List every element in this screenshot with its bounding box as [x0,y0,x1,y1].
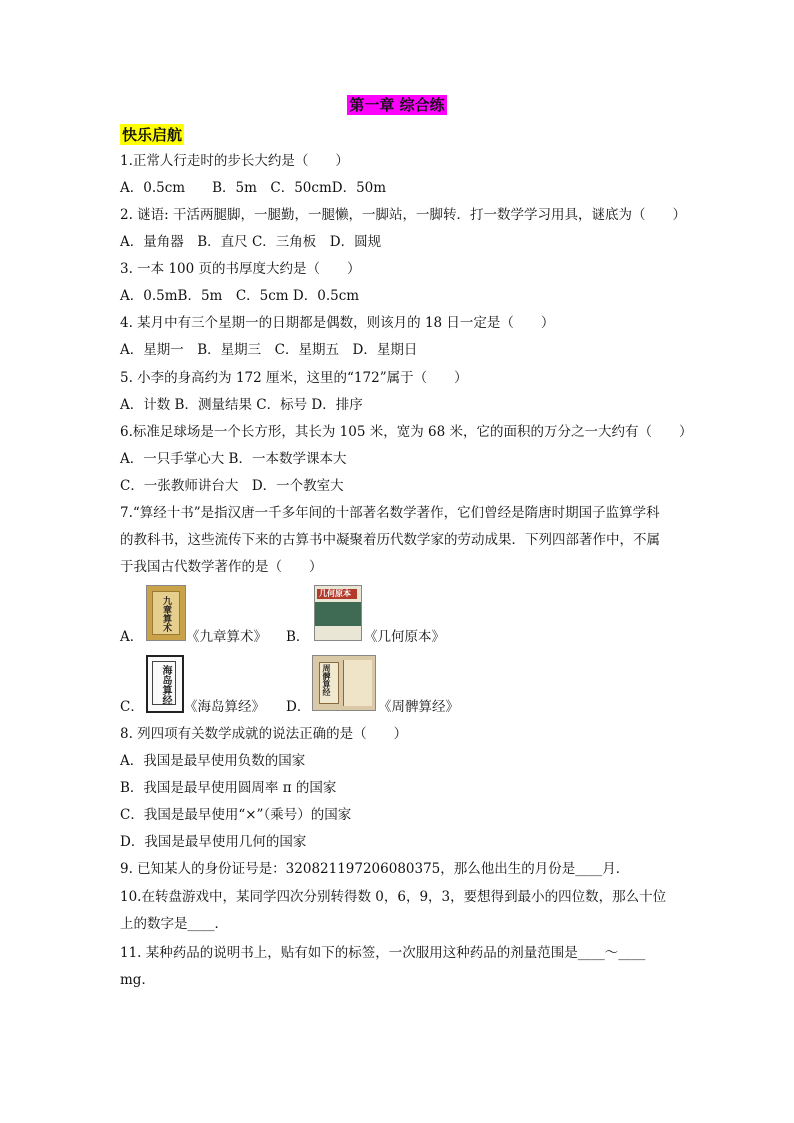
question-8-option-c: C．我国是最早使用“×”（乘号）的国家 [120,807,352,823]
q7-option-c-letter: C． [120,699,144,715]
question-5-options: A．计数 B．测量结果 C．标号 D．排序 [120,397,363,413]
question-10-line2: 上的数字是____． [120,916,228,932]
q7-option-c-text: 《海岛算经》 [184,699,265,715]
zhoubi-cover-text: 周髀算经 [322,664,332,696]
question-4: 4. 某月中有三个星期一的日期都是偶数，则该月的 18 日一定是（ ） [120,315,555,331]
jiuzhang-book-cover-image [146,585,186,641]
q7-option-d-letter: D． [286,699,311,715]
question-6-options-ab: A．一只手掌心大 B．一本数学课本大 [120,451,347,467]
question-1-options: A．0.5cm B．5m C．50cmD．50m [120,180,387,196]
q7-option-b-letter: B． [286,629,310,645]
question-6: 6.标准足球场是一个长方形，其长为 105 米，宽为 68 米，它的面积的万分之一大约有（ ） [120,424,693,440]
question-11-line2: mg． [120,972,155,988]
question-1: 1.正常人行走时的步长大约是（ ） [120,153,349,169]
question-9: 9. 已知某人的身份证号是：320821197206080375，那么他出生的月份是____月． [120,861,630,877]
q7-option-a-letter: A． [120,629,144,645]
jihe-book-cover-image [314,585,362,641]
question-4-options: A．星期一 B．星期三 C．星期五 D．星期日 [120,342,418,358]
jihe-cover-text: 几何原本 [319,588,351,598]
zhoubi-book-cover-image [312,655,376,711]
question-7-line3: 于我国古代数学著作的是（ ） [120,559,323,575]
question-2-options: A．量角器 B．直尺 C．三角板 D．圆规 [120,234,382,250]
question-5: 5. 小李的身高约为 172 厘米，这里的“172”属于（ ） [120,370,468,386]
question-6-options-cd: C．一张教师讲台大 D．一个教室大 [120,478,344,494]
section-heading: 快乐启航 [122,126,183,144]
q7-option-a-text: 《九章算术》 [186,629,267,645]
question-7-line2: 的教科书，这些流传下来的古算书中凝聚着历代数学家的劳动成果．下列四部著作中，不属 [120,532,660,548]
haidao-book-cover-image [146,655,184,713]
q7-option-d-text: 《周髀算经》 [378,699,459,715]
q7-option-b-text: 《几何原本》 [364,629,445,645]
question-11-line1: 11. 某种药品的说明书上，贴有如下的标签，一次服用这种药品的剂量范围是____～____ [120,945,646,961]
page-title: 第一章 综合练 [349,96,445,114]
question-8-option-a: A．我国是最早使用负数的国家 [120,753,306,769]
jiuzhang-cover-text: 九章算术 [161,596,171,632]
question-10-line1: 10.在转盘游戏中，某同学四次分别转得数 0，6，9，3，要想得到最小的四位数，那么十位 [120,889,667,905]
haidao-cover-text: 海岛算经 [160,665,171,705]
question-8-option-d: D．我国是最早使用几何的国家 [120,834,307,850]
question-2: 2. 谜语: 干活两腿脚，一腿勤，一腿懒，一脚站，一脚转．打一数学学习用具，谜底为（ ） [120,207,687,223]
question-8-option-b: B．我国是最早使用圆周率 π 的国家 [120,780,337,796]
question-3: 3. 一本 100 页的书厚度大约是（ ） [120,261,361,277]
question-3-options: A．0.5mB．5m C．5cm D．0.5cm [120,288,360,304]
question-8: 8. 列四项有关数学成就的说法正确的是（ ） [120,726,408,742]
question-7-line1: 7.“算经十书”是指汉唐一千多年间的十部著名数学著作，它们曾经是隋唐时期国子监算学科 [120,505,660,521]
